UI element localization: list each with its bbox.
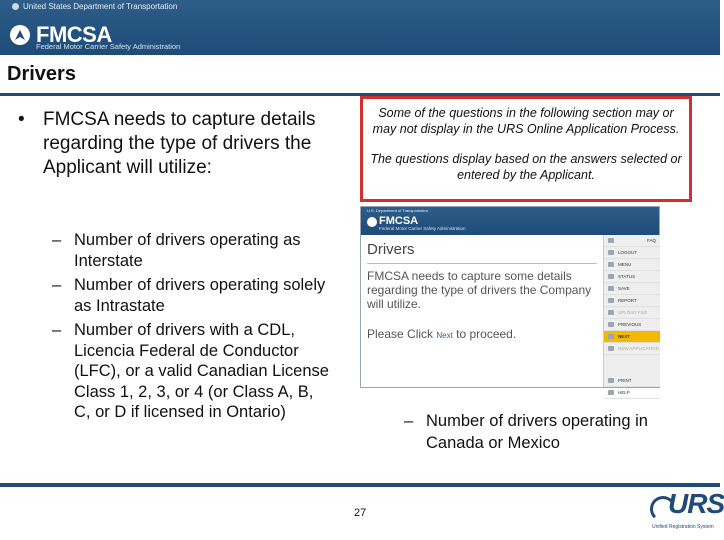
dash-icon: – <box>52 321 62 339</box>
screenshot-sidebar <box>603 235 660 395</box>
agency-name: United States Department of Transportation <box>23 2 178 11</box>
main-bullet-text: FMCSA needs to capture details regarding the type of drivers the Applicant will utilize: <box>43 109 316 178</box>
sub-bullet-text: Number of drivers operating as Interstate <box>74 231 301 270</box>
screenshot-body: FMCSA needs to capture some details regarding the type of drivers the Company will utilize. <box>367 269 592 311</box>
sub-bullet-text: Number of drivers with a CDL, Licencia Federal de Conductor (LFC), or a valid Canadian License Class 1, 2, 3, or 4 (or Class A, B, C, or D if licensed in Ontario) <box>74 321 329 421</box>
page-number: 27 <box>354 507 367 519</box>
sidebar-item-next[interactable]: NEXT <box>604 331 660 343</box>
screenshot-header <box>361 207 659 235</box>
sub-bullet-text: Number of drivers operating solely as Intrastate <box>74 276 326 315</box>
embedded-screenshot <box>360 206 660 395</box>
urs-logo <box>650 488 724 540</box>
sidebar-item-logout[interactable]: LOGOUT <box>604 247 660 259</box>
dash-icon: – <box>52 276 62 294</box>
sidebar-item-save[interactable]: SAVE <box>604 283 660 295</box>
screenshot-content <box>361 235 601 387</box>
list-item <box>52 275 332 316</box>
urs-logo-tagline: Unified Registration System <box>652 524 714 530</box>
list-item <box>52 320 332 423</box>
sidebar-item-new-application[interactable]: NEW APPLICATION <box>604 343 660 355</box>
footer-divider <box>0 483 720 487</box>
sidebar-item-print[interactable]: PRINT <box>604 375 660 387</box>
sidebar-item-report[interactable]: REPORT <box>604 295 660 307</box>
title-bar <box>0 55 720 96</box>
logo-name: FMCSA <box>36 22 112 47</box>
sidebar-item-upload-file[interactable]: UPLOAD FILE <box>604 307 660 319</box>
screenshot-logo-name: FMCSA <box>379 215 419 227</box>
screenshot-proceed <box>367 327 516 341</box>
logo-subtitle: Federal Motor Carrier Safety Administration <box>36 42 181 51</box>
bullet-dot-icon: • <box>18 109 25 130</box>
sub-bullet-list <box>52 230 332 427</box>
fmcsa-logo-icon <box>10 25 30 45</box>
dash-icon: – <box>404 412 414 430</box>
callout-note-2: The questions display based on the answers selected or entered by the Applicant. <box>370 152 682 182</box>
proceed-suffix: to proceed. <box>452 327 517 341</box>
dash-icon: – <box>52 231 62 249</box>
extra-sub-bullet-text: Number of drivers operating in Canada or Mexico <box>426 412 648 452</box>
screenshot-logo-subtitle: Federal Motor Carrier Safety Administration <box>379 226 466 231</box>
sidebar-item-faq[interactable]: FAQ <box>604 235 660 247</box>
sidebar-item-previous[interactable]: PREVIOUS <box>604 319 660 331</box>
screenshot-logo-icon <box>367 217 377 227</box>
dot-seal-icon <box>12 3 19 10</box>
callout-box <box>360 96 692 202</box>
fmcsa-logo <box>10 22 181 51</box>
sidebar-item-menu[interactable]: MENU <box>604 259 660 271</box>
dot-header <box>0 0 720 55</box>
sidebar-item-help[interactable]: HELP <box>604 387 660 399</box>
main-bullet <box>18 108 328 180</box>
agency-line <box>12 2 177 11</box>
slide-title: Drivers <box>7 63 76 85</box>
sidebar-item-status[interactable]: STATUS <box>604 271 660 283</box>
next-link[interactable]: Next <box>436 331 453 340</box>
screenshot-heading: Drivers <box>367 241 415 258</box>
callout-note-1: Some of the questions in the following section may or may not display in the URS Online Application Process. <box>372 106 680 136</box>
screenshot-agency-line: U.S. Department of Transportation <box>367 208 428 213</box>
sidebar-spacer <box>604 355 660 375</box>
divider <box>367 263 597 264</box>
urs-logo-name: URS <box>668 488 724 519</box>
list-item <box>52 230 332 271</box>
proceed-prefix: Please Click <box>367 327 437 341</box>
extra-sub-bullet <box>404 410 704 454</box>
